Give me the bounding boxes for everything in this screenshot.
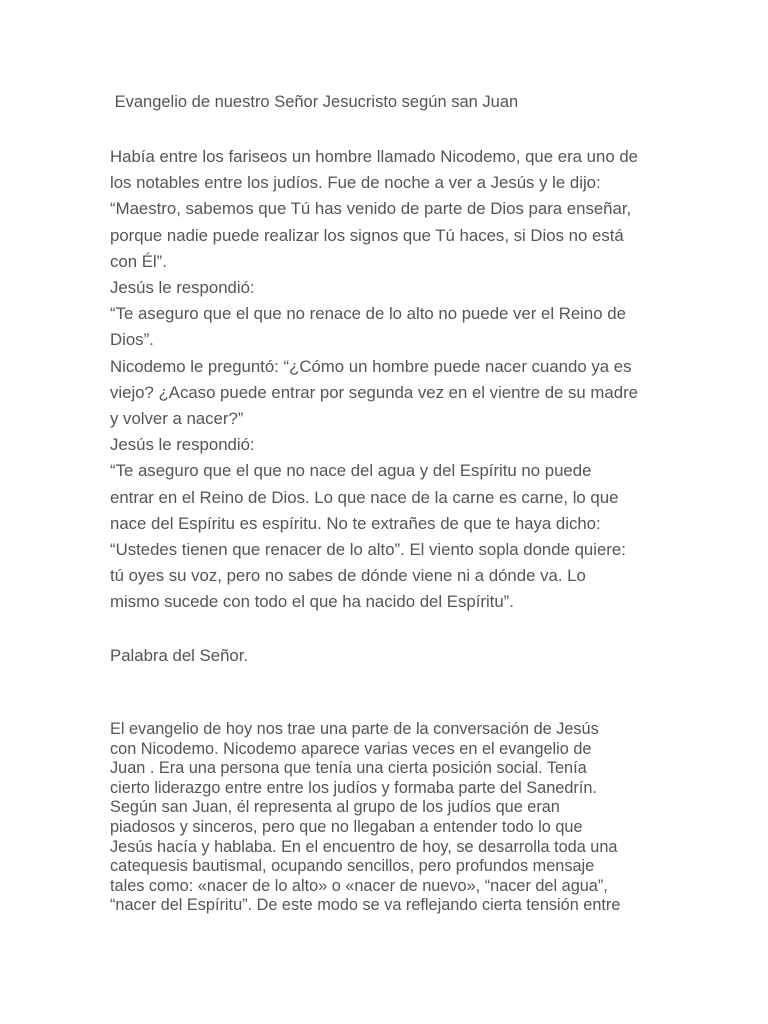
- gospel-line: los notables entre los judíos. Fue de noche a ver a Jesús y le dijo:: [110, 173, 601, 193]
- gospel-line: Había entre los fariseos un hombre llamado Nicodemo, que era uno de: [110, 147, 638, 166]
- commentary-line: con Nicodemo. Nicodemo aparece varias veces en el evangelio de: [110, 739, 592, 758]
- gospel-line: viejo? ¿Acaso puede entrar por segunda vez en el vientre de su madre: [110, 382, 638, 402]
- commentary-line: “nacer del Espíritu”. De este modo se va reflejando cierta tensión entre: [110, 896, 621, 915]
- document-title: Evangelio de nuestro Señor Jesucristo según san Juan: [110, 93, 519, 111]
- gospel-line: porque nadie puede realizar los signos que Tú haces, si Dios no está: [110, 225, 624, 245]
- gospel-line: con Él”.: [110, 251, 167, 271]
- gospel-line: tú oyes su voz, pero no sabes de dónde viene ni a dónde va. Lo: [110, 566, 586, 586]
- gospel-line: “Te aseguro que el que no nace del agua y del Espíritu no puede: [110, 461, 592, 481]
- gospel-line: entrar en el Reino de Dios. Lo que nace de la carne es carne, lo que: [110, 487, 619, 507]
- gospel-line: y volver a nacer?”: [110, 409, 244, 429]
- gospel-passage: [110, 144, 720, 616]
- gospel-line: nace del Espíritu es espíritu. No te extrañes de que te haya dicho:: [110, 513, 601, 533]
- commentary: [110, 720, 730, 916]
- commentary-line: tales como: «nacer de lo alto» o «nacer de nuevo», “nacer del agua”,: [110, 876, 608, 895]
- gospel-line: Jesús le respondió:: [110, 278, 255, 298]
- commentary-line: El evangelio de hoy nos trae una parte de la conversación de Jesús: [110, 720, 599, 738]
- gospel-line: “Maestro, sabemos que Tú has venido de parte de Dios para enseñar,: [110, 199, 632, 219]
- commentary-line: cierto liderazgo entre entre los judíos y formaba parte del Sanedrín.: [110, 778, 597, 797]
- closing-phrase: Palabra del Señor.: [110, 646, 249, 665]
- commentary-line: Según san Juan, él representa al grupo de los judíos que eran: [110, 798, 560, 817]
- gospel-line: Jesús le respondió:: [110, 435, 255, 455]
- gospel-line: “Te aseguro que el que no renace de lo alto no puede ver el Reino de: [110, 304, 626, 324]
- gospel-line: mismo sucede con todo el que ha nacido del Espíritu”.: [110, 592, 514, 612]
- gospel-line: Nicodemo le preguntó: “¿Cómo un hombre puede nacer cuando ya es: [110, 356, 632, 376]
- commentary-line: Juan . Era una persona que tenía una cierta posición social. Tenía: [110, 759, 587, 778]
- gospel-line: Dios”.: [110, 330, 154, 350]
- commentary-line: Jesús hacía y hablaba. En el encuentro de hoy, se desarrolla toda una: [110, 837, 618, 856]
- gospel-line: “Ustedes tienen que renacer de lo alto”. El viento sopla donde quiere:: [110, 540, 626, 560]
- commentary-line: piadosos y sinceros, pero que no llegaban a entender todo lo que: [110, 817, 583, 836]
- commentary-line: catequesis bautismal, ocupando sencillos, pero profundos mensaje: [110, 857, 595, 876]
